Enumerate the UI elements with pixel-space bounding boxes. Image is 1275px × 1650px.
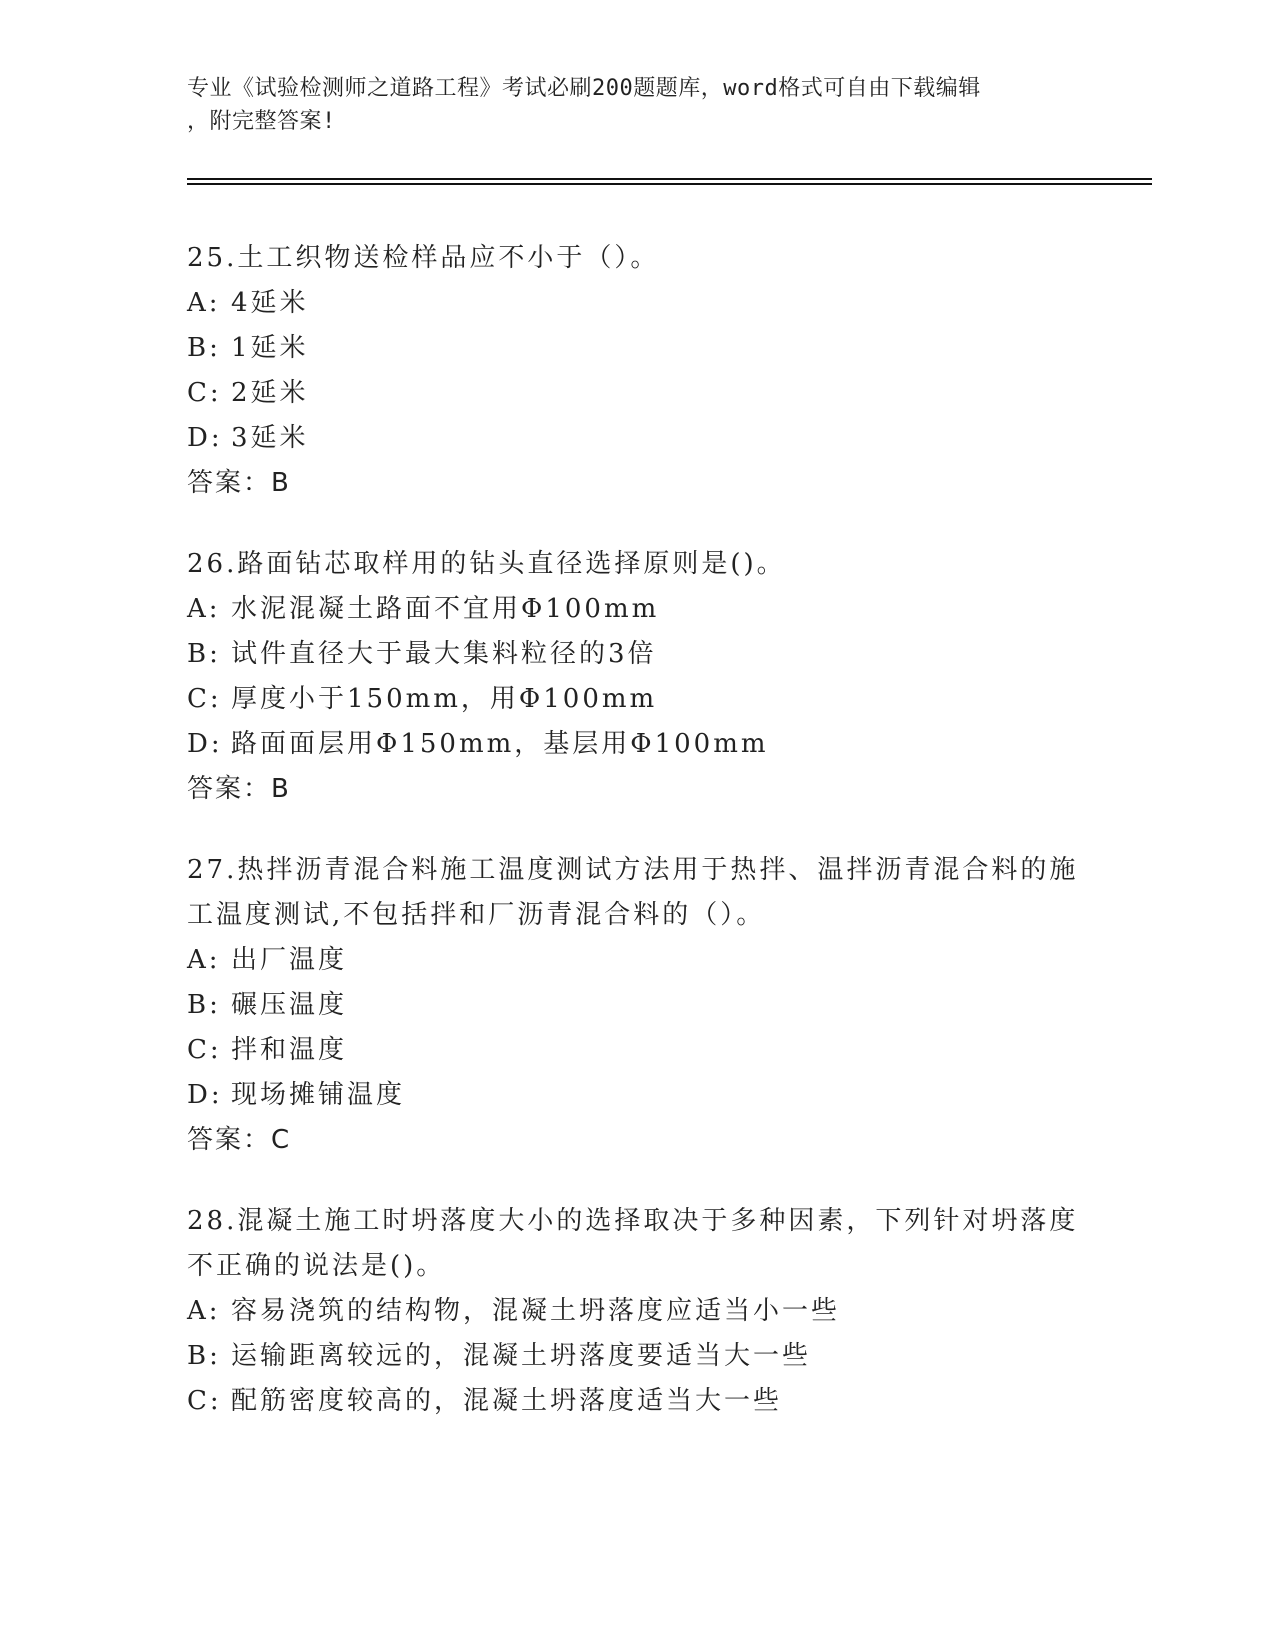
option-letter: B: (187, 990, 221, 1020)
option-b (187, 326, 1087, 371)
option-letter: A: (187, 945, 221, 975)
header-divider-bottom (187, 183, 1152, 185)
option-text: 2延米 (231, 378, 309, 408)
option-c (187, 1379, 1087, 1424)
option-a (187, 1289, 1087, 1334)
option-b (187, 1334, 1087, 1379)
answer-line: 答案：B (187, 774, 291, 804)
question-stem: 25.土工织物送检样品应不小于（）。 (187, 243, 660, 273)
question-item (187, 236, 1087, 506)
option-text: 拌和温度 (231, 1035, 348, 1065)
question-item (187, 542, 1087, 812)
option-text: 1延米 (231, 333, 309, 363)
option-a (187, 938, 1087, 983)
option-letter: A: (187, 1296, 221, 1326)
option-text: 碾压温度 (231, 990, 348, 1020)
header-divider-top (187, 178, 1152, 180)
option-letter: B: (187, 639, 221, 669)
option-text: 运输距离较远的，混凝土坍落度要适当大一些 (231, 1341, 812, 1371)
option-b (187, 983, 1087, 1028)
header-title-line: 专业《试验检测师之道路工程》考试必刷200题题库，word格式可自由下载编辑 (187, 76, 981, 101)
option-letter: D: (187, 1080, 223, 1110)
option-text: 厚度小于150mm，用Φ100mm (231, 684, 658, 714)
option-text: 出厂温度 (231, 945, 348, 975)
header-title-line-continued: ，附完整答案! (187, 109, 336, 134)
question-list (187, 236, 1087, 1460)
answer-line: 答案：C (187, 1125, 292, 1155)
option-letter: D: (187, 729, 223, 759)
question-stem: 26.路面钻芯取样用的钻头直径选择原则是()。 (187, 549, 786, 579)
question-stem: 27.热拌沥青混合料施工温度测试方法用于热拌、温拌沥青混合料的施工温度测试,不包括拌和厂沥青混合料的（）。 (187, 855, 1079, 930)
question-item (187, 848, 1087, 1163)
option-text: 3延米 (231, 423, 309, 453)
answer-line: 答案：B (187, 468, 291, 498)
document-header (187, 72, 1087, 138)
option-text: 水泥混凝土路面不宜用Φ100mm (231, 594, 660, 624)
option-letter: C: (187, 378, 222, 408)
option-text: 现场摊铺温度 (231, 1080, 406, 1110)
question-stem: 28.混凝土施工时坍落度大小的选择取决于多种因素，下列针对坍落度不正确的说法是()。 (187, 1206, 1079, 1281)
option-letter: D: (187, 423, 223, 453)
option-text: 试件直径大于最大集料粒径的3倍 (231, 639, 657, 669)
option-text: 配筋密度较高的，混凝土坍落度适当大一些 (231, 1386, 783, 1416)
option-letter: A: (187, 594, 221, 624)
option-text: 路面面层用Φ150mm，基层用Φ100mm (231, 729, 769, 759)
option-a (187, 281, 1087, 326)
option-letter: B: (187, 1341, 221, 1371)
option-letter: C: (187, 1386, 222, 1416)
option-c (187, 1028, 1087, 1073)
option-d (187, 416, 1087, 461)
option-letter: C: (187, 1035, 222, 1065)
option-c (187, 371, 1087, 416)
option-text: 4延米 (231, 288, 309, 318)
question-item (187, 1199, 1087, 1424)
option-a (187, 587, 1087, 632)
option-letter: C: (187, 684, 222, 714)
option-text: 容易浇筑的结构物，混凝土坍落度应适当小一些 (231, 1296, 841, 1326)
option-d (187, 722, 1087, 767)
option-letter: A: (187, 288, 221, 318)
option-letter: B: (187, 333, 221, 363)
option-d (187, 1073, 1087, 1118)
option-c (187, 677, 1087, 722)
option-b (187, 632, 1087, 677)
